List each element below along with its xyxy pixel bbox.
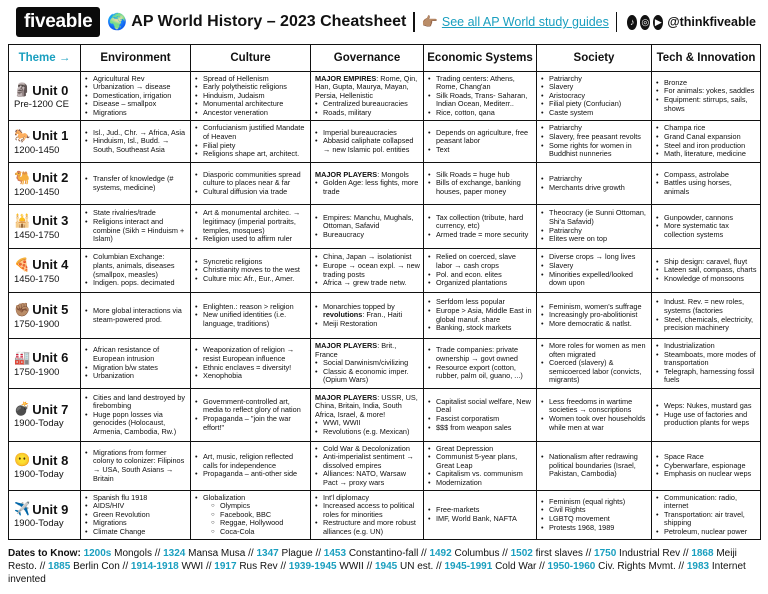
- table-row: [9, 293, 761, 339]
- study-guides-link[interactable]: See all AP World study guides: [441, 15, 609, 29]
- economic-cell: • Trading centers: Athens, Rome, Chang'an • Silk Roads, Trans- Saharan, Indian Ocean, Mediterr.. • Rice, cotton, qana: [424, 72, 537, 121]
- instagram-icon[interactable]: ◎: [640, 15, 650, 30]
- society-cell: • Feminism, women's suffrage • Increasingly pro-abolitionist • More democratic & natlst.: [537, 293, 652, 339]
- page-title: AP World History – 2023 Cheatsheet: [131, 13, 407, 30]
- unit-label: 🕌 Unit 3 1450-1750: [9, 205, 81, 249]
- camel-icon: 🐫: [14, 169, 31, 185]
- raised-fist-icon: ✊🏽: [14, 301, 31, 317]
- culture-cell: • Government-controlled art, media to reflect glory of nation • Propaganda – "join the war effort!": [191, 389, 311, 442]
- culture-cell: • Globalization ○ Olympics ○ Facebook, BBC ○ Reggae, Hollywood ○ Coca-Cola: [191, 491, 311, 540]
- governance-cell: • Int'l diplomacy • Increased access to political roles for minorities • Restructure and more robust alliances (e.g. UN): [311, 491, 424, 540]
- table-row: [9, 249, 761, 293]
- society-cell: • Diverse crops → long lives • Slavery • Minorities expelled/looked down upon: [537, 249, 652, 293]
- society-header: Society: [537, 45, 652, 72]
- table-row: [9, 442, 761, 491]
- tech-cell: • Space Race • Cyberwarfare, espionage • Emphasis on nuclear weps: [652, 442, 761, 491]
- governance-cell: MAJOR EMPIRES: Rome, Qin, Han, Gupta, Maurya, Mayan, Persia, Hellenistic • Centralized bureaucracies • Roads, military: [311, 72, 424, 121]
- unit-label: 🐎 Unit 1 1200-1450: [9, 121, 81, 163]
- globe-icon: 🌍: [107, 14, 128, 31]
- environment-cell: • Columbian Exchange: plants, animals, diseases (smallpox, measles) • Indigen. pops. decimated: [81, 249, 191, 293]
- tech-cell: • Compass, astrolabe • Battles using horses, animals: [652, 163, 761, 205]
- social-handle[interactable]: @thinkfiveable: [667, 15, 757, 29]
- tech-cell: • Indust. Rev. = new roles, systems (factories • Steel, chemicals, electricity, precision machinery: [652, 293, 761, 339]
- tech-cell: • Communication: radio, internet • Transportation: air travel, shipping • Petroleum, nuclear power: [652, 491, 761, 540]
- governance-cell: • Imperial bureaucracies • Abbasid caliphate collapsed → new Islamic pol. entities: [311, 121, 424, 163]
- society-cell: • Patriarchy • Slavery, free peasant revolts • Some rights for women in Buddhist nunneries: [537, 121, 652, 163]
- economic-cell: • Capitalist social welfare, New Deal • Fascist corporatism • $$$ from weapon sales: [424, 389, 537, 442]
- society-cell: • Nationalism after redrawing political boundaries (Israel, Pakistan, Cambodia): [537, 442, 652, 491]
- unit-label: 🗿 Unit 0 Pre-1200 CE: [9, 72, 81, 121]
- environment-cell: • Agricultural Rev • Urbanization → disease • Domestication, irrigation • Disease – smallpox • Migrations: [81, 72, 191, 121]
- governance-header: Governance: [311, 45, 424, 72]
- environment-cell: • Migrations from former colony to colonizer: Filipinos → USA, South Asians → Britain: [81, 442, 191, 491]
- tech-cell: • Bronze • For animals: yokes, saddles • Equipment: stirrups, sails, shows: [652, 72, 761, 121]
- culture-cell: • Art & monumental architec. → legitimacy (imperial portraits, temples, mosques) • Religion used to affirm ruler: [191, 205, 311, 249]
- governance-cell: • Cold War & Decolonization • Anti-imperialist sentiment → dissolved empires • Alliances: NATO, Warsaw Pact → proxy wars: [311, 442, 424, 491]
- tech-cell: • Ship design: caravel, fluyt • Lateen sail, compass, charts • Knowledge of monsoons: [652, 249, 761, 293]
- culture-header: Culture: [191, 45, 311, 72]
- society-cell: • Feminism (equal rights) • Civil Rights • LGBTQ movement • Protests 1968, 1989: [537, 491, 652, 540]
- tech-cell: • Industrialization • Steamboats, more modes of transportation • Telegraph, harnessing fossil fuels: [652, 339, 761, 389]
- tech-innovation-header: Tech & Innovation: [652, 45, 761, 72]
- unit-label: ✊🏽 Unit 5 1750-1900: [9, 293, 81, 339]
- environment-cell: • Spanish flu 1918 • AIDS/HIV • Green Revolution • Migrations • Climate Change: [81, 491, 191, 540]
- airplane-icon: ✈️: [14, 501, 31, 516]
- table-row: [9, 163, 761, 205]
- governance-cell: • Monarchies topped by revolutions: Fran., Haiti • Meiji Restoration: [311, 293, 424, 339]
- bomb-icon: 💣: [14, 401, 31, 416]
- table-row: [9, 205, 761, 249]
- environment-header: Environment: [81, 45, 191, 72]
- society-cell: • Patriarchy • Slavery • Aristocracy • Filial piety (Confucian) • Caste system: [537, 72, 652, 121]
- youtube-icon[interactable]: ▶: [653, 15, 663, 30]
- tech-cell: • Weps: Nukes, mustard gas • Huge use of factories and production plants for weps: [652, 389, 761, 442]
- governance-cell: MAJOR PLAYERS: Mongols • Golden Age: less fights, more trade: [311, 163, 424, 205]
- table-row: [9, 389, 761, 442]
- moai-icon: 🗿: [14, 82, 31, 97]
- culture-cell: • Confucianism justified Mandate of Heaven • Filial piety • Religions shape art, architect.: [191, 121, 311, 163]
- environment-cell: • State rivalries/trade • Religions interact and combine (Sikh = Hinduism + Islam): [81, 205, 191, 249]
- society-cell: • Less freedoms in wartime societies → conscriptions • Women took over households while men at war: [537, 389, 652, 442]
- pizza-icon: 🍕: [14, 256, 31, 272]
- economic-cell: • Depends on agriculture, free peasant labor • Text: [424, 121, 537, 163]
- unit-label: 🍕 Unit 4 1450-1750: [9, 249, 81, 293]
- environment-cell: • Transfer of knowledge (# systems, medicine): [81, 163, 191, 205]
- cheatsheet-table: [8, 44, 761, 540]
- environment-cell: • Isl., Jud., Chr. → Africa, Asia • Hinduism, Isl., Budd. → South, Southeast Asia: [81, 121, 191, 163]
- economic-cell: • Silk Roads = huge hub • Bills of exchange, banking houses, paper money: [424, 163, 537, 205]
- economic-systems-header: Economic Systems: [424, 45, 537, 72]
- unit-label: ✈️ Unit 9 1900-Today: [9, 491, 81, 540]
- unit-label: 💣 Unit 7 1900-Today: [9, 389, 81, 442]
- table-row: [9, 121, 761, 163]
- economic-cell: • Great Depression • Communist 5-year plans, Great Leap • Capitalism vs. communism • Modernization: [424, 442, 537, 491]
- economic-cell: • Tax collection (tribute, hard currency, etc) • Armed trade = more security: [424, 205, 537, 249]
- governance-cell: MAJOR PLAYERS: USSR, US, China, Britain, India, South Africa, Israel, & more! • WWI, WWII • Revolutions (e.g. Mexican): [311, 389, 424, 442]
- dates-to-know: Dates to Know: 1200s Mongols // 1324 Mansa Musa // 1347 Plague // 1453 Constantino-fall // 1492 Columbus // 1502 first slaves // 1750 Industrial Rev // 1868 Meiji Resto. // 1885 Berlin Con // 1914-1918 WWI // 1917 Rus Rev // 1939-1945 WWII // 1945 UN est. // 1945-1991 Cold War // 1950-1960 Civ. Rights Mvmt. // 1983 Internet invented: [8, 548, 746, 585]
- horse-icon: 🐎: [14, 127, 31, 143]
- governance-cell: • China, Japan → isolationist • Europe → ocean expl. → new trading posts • Africa → grew trade netw.: [311, 249, 424, 293]
- divider: [616, 12, 617, 32]
- fiveable-logo[interactable]: fiveable: [16, 7, 100, 37]
- environment-cell: • Cities and land destroyed by firebombing • Huge popn losses via genocides (Holocaust, Armenia, Cambodia, Rw.): [81, 389, 191, 442]
- economic-cell: • Relied on coerced, slave labor → cash crops • Pol. and econ. elites • Organized plantations: [424, 249, 537, 293]
- society-cell: • More roles for women as men often migrated • Coerced (slavery) & semicoerced labor (convicts, migrants): [537, 339, 652, 389]
- culture-cell: • Syncretic religions • Christianity moves to the west • Culture mix: Afr., Eur., Amer.: [191, 249, 311, 293]
- table-row: [9, 491, 761, 540]
- environment-cell: • More global interactions via steam-powered prod.: [81, 293, 191, 339]
- face-icon: 😶: [14, 452, 31, 467]
- theme-header: Theme →: [9, 45, 81, 72]
- table-row: [9, 72, 761, 121]
- culture-cell: • Enlighten.: reason > religion • New unified identities (i.e. language, traditions): [191, 293, 311, 339]
- economic-cell: • Trade companies: private ownership → govt owned • Resource export (cotton, rubber, palm oil, guano, ...): [424, 339, 537, 389]
- tech-cell: • Champa rice • Grand Canal expansion • Steel and iron production • Math, literature, medicine: [652, 121, 761, 163]
- governance-cell: • Empires: Manchu, Mughals, Ottoman, Safavid • Bureaucracy: [311, 205, 424, 249]
- tech-cell: • Gunpowder, cannons • More systematic tax collection systems: [652, 205, 761, 249]
- unit-label: 🐫 Unit 2 1200-1450: [9, 163, 81, 205]
- unit-label: 🏭 Unit 6 1750-1900: [9, 339, 81, 389]
- tiktok-icon[interactable]: ♪: [627, 15, 637, 30]
- culture-cell: • Diasporic communities spread culture to places near & far • Cultural diffusion via trade: [191, 163, 311, 205]
- culture-cell: • Spread of Hellenism • Early polytheistic religions • Hinduism, Judaism • Monumental architecture • Ancestor veneration: [191, 72, 311, 121]
- culture-cell: • Art, music, religion reflected calls for independence • Propaganda – anti-other side: [191, 442, 311, 491]
- environment-cell: • African resistance of European intrusion • Migration b/w states • Urbanization: [81, 339, 191, 389]
- economic-cell: • Serfdom less popular • Europe > Asia, Middle East in global manuf. share • Banking, stock markets: [424, 293, 537, 339]
- header: [16, 6, 756, 38]
- pointing-hand-icon: 👉🏽: [421, 14, 438, 29]
- society-cell: • Patriarchy • Merchants drive growth: [537, 163, 652, 205]
- economic-cell: • Free-markets • IMF, World Bank, NAFTA: [424, 491, 537, 540]
- table-row: [9, 339, 761, 389]
- unit-label: 😶 Unit 8 1900-Today: [9, 442, 81, 491]
- culture-cell: • Weaponization of religion → resist European influence • Ethnic enclaves = diversity! • Xenophobia: [191, 339, 311, 389]
- mosque-icon: 🕌: [14, 212, 31, 228]
- divider: [413, 12, 414, 32]
- factory-icon: 🏭: [14, 349, 31, 365]
- governance-cell: MAJOR PLAYERS: Brit., France • Social Darwinism/civilizing • Classic & economic imper. (Opium Wars): [311, 339, 424, 389]
- society-cell: • Theocracy (ie Sunni Ottoman, Shi'a Safavid) • Patriarchy • Elites were on top: [537, 205, 652, 249]
